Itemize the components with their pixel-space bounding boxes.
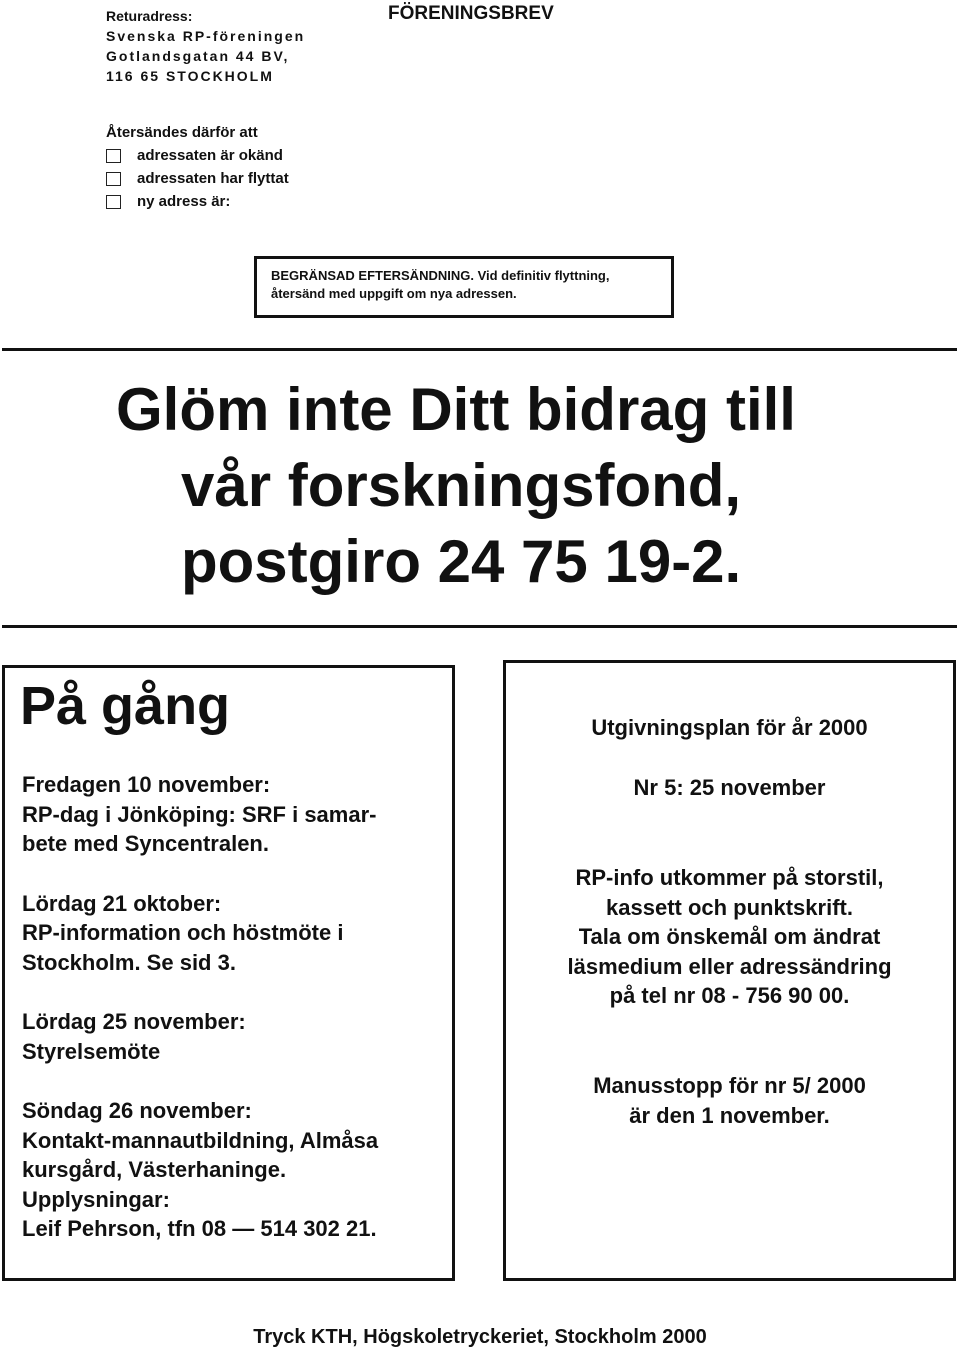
event-line: Lördag 21 oktober: [22, 890, 222, 916]
return-reason-label: Återsändes därför att [106, 124, 258, 141]
event-line: Stockholm. Se sid 3. [22, 949, 236, 975]
divider-bottom [2, 625, 957, 628]
headline [0, 372, 960, 600]
plan-next-issue: Nr 5: 25 november [633, 775, 826, 800]
notice-line: återsänd med uppgift om nya adressen. [271, 286, 517, 301]
events-title: På gång [20, 676, 231, 736]
divider-top [2, 348, 957, 351]
event-line: kursgård, Västerhaninge. [22, 1157, 287, 1182]
plan-title: Utgivningsplan för år 2000 [591, 715, 868, 740]
return-option-label: adressaten har flyttat [137, 170, 289, 187]
checkbox-moved[interactable] [106, 172, 121, 186]
event-line: Fredagen 10 november: [22, 772, 271, 797]
return-option[interactable] [106, 190, 289, 213]
printer-footer: Tryck KTH, Högskoletryckeriet, Stockholm 2000 [253, 1326, 707, 1348]
event-line: Leif Pehrson, tfn 08 — 514 302 21. [22, 1216, 377, 1241]
newsletter-title: FÖRENINGSBREV [388, 3, 554, 24]
plan-info-line: läsmedium eller adressändring [567, 953, 892, 979]
event-line: Lördag 25 november: [22, 1009, 246, 1034]
return-address-label: Returadress: [106, 8, 193, 24]
plan-info-line: kassett och punktskrift. [606, 894, 853, 920]
headline-line: postgiro 24 75 19-2. [181, 528, 742, 595]
event-line: Styrelsemöte [22, 1038, 161, 1064]
event-line: bete med Syncentralen. [22, 831, 269, 856]
checkbox-new-address[interactable] [106, 195, 121, 209]
event-item [22, 1007, 442, 1066]
return-option[interactable] [106, 167, 289, 190]
plan-deadline-line: Manusstopp för nr 5/ 2000 [593, 1073, 866, 1098]
event-item [22, 889, 442, 978]
events-list [22, 770, 442, 1244]
return-reason [106, 121, 289, 213]
plan-deadline-line: är den 1 november. [629, 1102, 830, 1128]
headline-line: vår forskningsfond, [181, 452, 742, 519]
return-city: 116 65 STOCKHOLM [106, 68, 274, 84]
plan-info [506, 863, 953, 1011]
event-line: Söndag 26 november: [22, 1098, 252, 1123]
forwarding-notice [254, 256, 674, 318]
event-line: Upplysningar: [22, 1186, 170, 1212]
plan-info-line: på tel nr 08 - 756 90 00. [609, 983, 850, 1008]
event-item [22, 770, 442, 859]
notice-line: BEGRÄNSAD EFTERSÄNDNING. Vid definitiv flyttning, [271, 268, 610, 283]
event-line: RP-information och höstmöte i [22, 920, 344, 945]
event-line: RP-dag i Jönköping: SRF i samar- [22, 801, 377, 827]
event-line: Kontakt-mannautbildning, Almåsa [22, 1127, 379, 1153]
plan-info-line: Tala om önskemål om ändrat [578, 924, 881, 949]
return-option[interactable] [106, 144, 289, 167]
return-org: Svenska RP-föreningen [106, 28, 306, 44]
return-street: Gotlandsgatan 44 BV, [106, 48, 290, 64]
plan-info-line: RP-info utkommer på storstil, [575, 865, 884, 890]
return-address [106, 6, 305, 86]
return-option-label: adressaten är okänd [137, 147, 283, 164]
plan-deadline [506, 1071, 953, 1130]
event-item [22, 1096, 442, 1244]
headline-line: Glöm inte Ditt bidrag till [116, 376, 796, 443]
checkbox-unknown[interactable] [106, 149, 121, 163]
return-option-label: ny adress är: [137, 193, 231, 210]
